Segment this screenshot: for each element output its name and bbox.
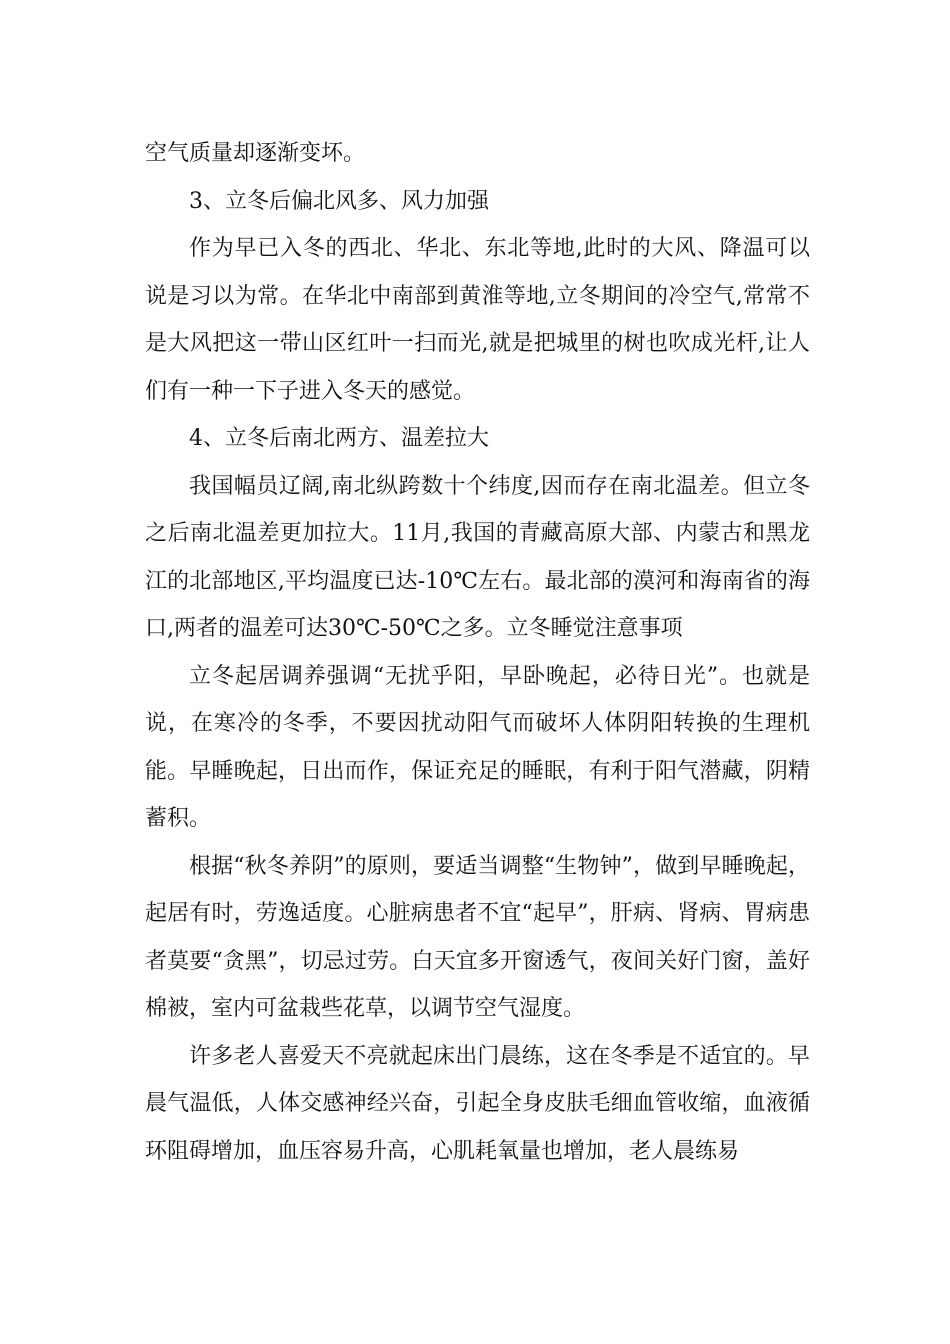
- paragraph-sleep-principle: 立冬起居调养强调“无扰乎阳，早卧晚起，必待日光”。也就是说，在寒冷的冬季，不要因扰动阳气而破坏人体阴阳转换的生理机能。早睡晚起，日出而作，保证充足的睡眠，有利于阳气潜藏，阴精蓄积。: [145, 663, 810, 831]
- paragraph-biological-clock: 根据“秋冬养阴”的原则，要适当调整“生物钟”，做到早睡晚起，起居有时，劳逸适度。心脏病患者不宜“起早”，肝病、肾病、胃病患者莫要“贪黑”，切忌过劳。白天宜多开窗透气，夜间关好门窗，盖好棉被，室内可盆栽些花草，以调节空气湿度。: [145, 853, 810, 1021]
- paragraph-temperature: 我国幅员辽阔,南北纵跨数十个纬度,因而存在南北温差。但立冬之后南北温差更加拉大。11月,我国的青藏高原大部、内蒙古和黑龙江的北部地区,平均温度已达-10℃左右。最北部的漠河和海南省的海口,两者的温差可达30℃-50℃之多。立冬睡觉注意事项: [145, 473, 810, 641]
- paragraph-continuation: 空气质量却逐渐变坏。: [145, 141, 366, 166]
- paragraph-wind: 作为早已入冬的西北、华北、东北等地,此时的大风、降温可以说是习以为常。在华北中南部到黄淮等地,立冬期间的冷空气,常常不是大风把这一带山区红叶一扫而光,就是把城里的树也吹成光杆,让人们有一种一下子进入冬天的感觉。: [145, 236, 810, 404]
- section-heading-4: 4、立冬后南北两方、温差拉大: [189, 426, 489, 451]
- paragraph-morning-exercise: 许多老人喜爱天不亮就起床出门晨练，这在冬季是不适宜的。早晨气温低，人体交感神经兴奋，引起全身皮肤毛细血管收缩，血液循环阻碍增加，血压容易升高，心肌耗氧量也增加，老人晨练易: [145, 1043, 810, 1164]
- section-heading-3: 3、立冬后偏北风多、风力加强: [189, 188, 489, 214]
- document-body: [145, 130, 810, 1175]
